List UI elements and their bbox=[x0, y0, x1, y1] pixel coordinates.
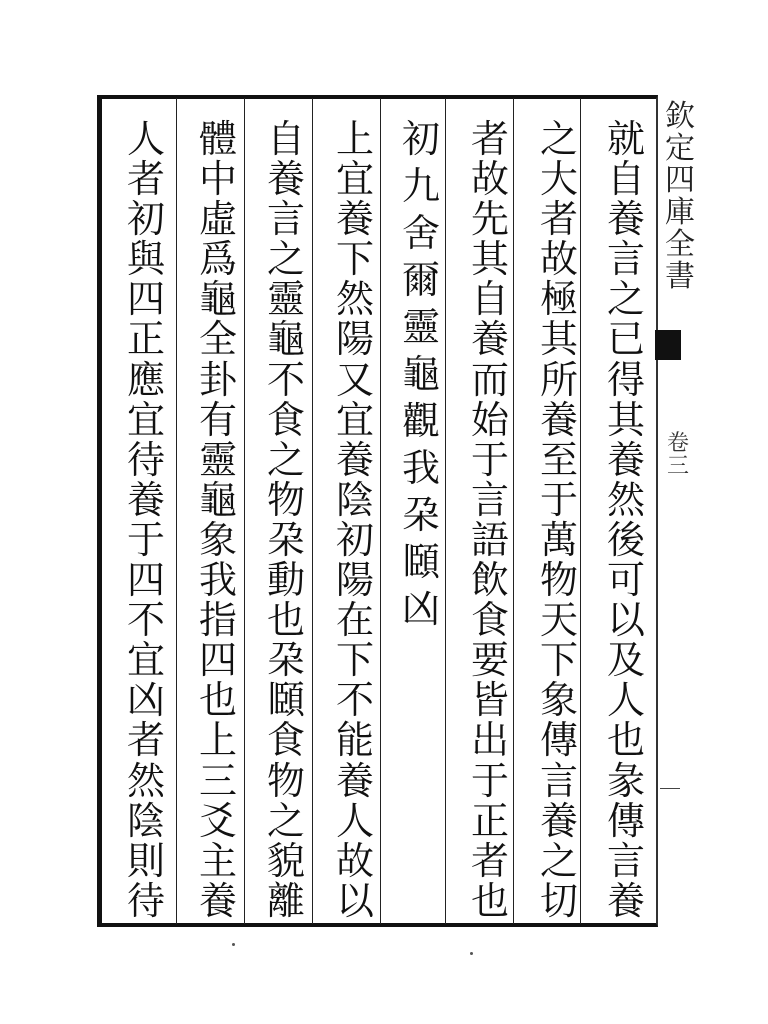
text-glyph: 待 bbox=[126, 437, 165, 482]
text-glyph: 宜 bbox=[335, 397, 374, 442]
text-glyph: 飲 bbox=[470, 558, 509, 603]
text-glyph: 初 bbox=[126, 197, 165, 242]
text-glyph: 自 bbox=[470, 277, 509, 322]
text-glyph: 語 bbox=[470, 517, 509, 562]
text-glyph: 言 bbox=[266, 197, 305, 242]
text-glyph: 下 bbox=[539, 638, 578, 683]
text-glyph: 下 bbox=[335, 638, 374, 683]
text-glyph: 于 bbox=[470, 758, 509, 803]
text-glyph: 爾 bbox=[401, 258, 440, 302]
text-glyph: 所 bbox=[539, 357, 578, 402]
text-glyph: 中 bbox=[198, 157, 237, 202]
paper-speck bbox=[232, 943, 235, 946]
text-glyph: 四 bbox=[126, 277, 165, 322]
text-glyph: 也 bbox=[198, 678, 237, 723]
text-glyph: 人 bbox=[335, 798, 374, 843]
text-glyph: 之 bbox=[266, 437, 305, 482]
text-glyph: 九 bbox=[401, 164, 440, 208]
text-glyph: 言 bbox=[606, 237, 645, 282]
text-glyph: 爻 bbox=[198, 798, 237, 843]
text-glyph: 養 bbox=[198, 878, 237, 923]
margin-volume-label bbox=[663, 432, 693, 478]
text-glyph: 離 bbox=[266, 878, 305, 923]
text-glyph: 陰 bbox=[335, 477, 374, 522]
text-glyph: 者 bbox=[126, 718, 165, 763]
text-glyph: 書 bbox=[665, 259, 695, 294]
text-glyph: 大 bbox=[539, 157, 578, 202]
text-glyph: 指 bbox=[198, 598, 237, 643]
margin-tick bbox=[660, 788, 680, 789]
text-glyph: 靈 bbox=[401, 305, 440, 349]
text-glyph: 言 bbox=[539, 758, 578, 803]
text-glyph: 我 bbox=[401, 446, 440, 490]
text-glyph: 于 bbox=[539, 477, 578, 522]
text-glyph: 養 bbox=[126, 477, 165, 522]
text-glyph: 初 bbox=[335, 517, 374, 562]
text-glyph: 龜 bbox=[198, 477, 237, 522]
text-glyph: 凶 bbox=[401, 587, 440, 631]
text-glyph: 虛 bbox=[198, 197, 237, 242]
text-glyph: 出 bbox=[470, 718, 509, 763]
text-glyph: 之 bbox=[266, 798, 305, 843]
text-glyph: 則 bbox=[126, 838, 165, 883]
text-glyph: 也 bbox=[266, 598, 305, 643]
text-glyph: 自 bbox=[606, 157, 645, 202]
text-glyph: 然 bbox=[606, 477, 645, 522]
text-glyph: 主 bbox=[198, 838, 237, 883]
text-glyph: 不 bbox=[126, 598, 165, 643]
column-divider bbox=[176, 98, 177, 924]
text-glyph: 欽 bbox=[665, 99, 695, 134]
text-glyph: 也 bbox=[606, 718, 645, 763]
margin-book-title bbox=[660, 99, 700, 294]
text-glyph: 爲 bbox=[198, 237, 237, 282]
text-glyph: 得 bbox=[606, 357, 645, 402]
text-glyph: 全 bbox=[198, 317, 237, 362]
text-glyph: 龜 bbox=[266, 317, 305, 362]
text-glyph: 靈 bbox=[198, 437, 237, 482]
text-glyph: 凶 bbox=[126, 678, 165, 723]
text-glyph: 養 bbox=[606, 878, 645, 923]
text-glyph: 養 bbox=[606, 437, 645, 482]
text-glyph: 上 bbox=[198, 718, 237, 763]
text-glyph: 四 bbox=[198, 638, 237, 683]
text-glyph: 三 bbox=[666, 454, 689, 480]
text-glyph: 故 bbox=[539, 237, 578, 282]
text-glyph: 養 bbox=[266, 157, 305, 202]
text-glyph: 之 bbox=[266, 237, 305, 282]
text-column bbox=[462, 117, 518, 923]
text-column bbox=[598, 117, 654, 923]
text-glyph: 宜 bbox=[335, 157, 374, 202]
text-glyph: 于 bbox=[126, 517, 165, 562]
text-glyph: 不 bbox=[335, 678, 374, 723]
text-glyph: 又 bbox=[335, 357, 374, 402]
text-glyph: 動 bbox=[266, 558, 305, 603]
text-glyph: 養 bbox=[539, 397, 578, 442]
text-glyph: 切 bbox=[539, 878, 578, 923]
text-glyph: 陽 bbox=[335, 558, 374, 603]
text-glyph: 與 bbox=[126, 237, 165, 282]
text-glyph: 養 bbox=[606, 197, 645, 242]
fishtail-mark bbox=[655, 330, 681, 360]
text-glyph: 正 bbox=[470, 798, 509, 843]
text-glyph: 故 bbox=[470, 157, 509, 202]
text-glyph: 言 bbox=[606, 838, 645, 883]
text-glyph: 者 bbox=[470, 838, 509, 883]
text-glyph: 然 bbox=[335, 277, 374, 322]
text-column bbox=[327, 117, 383, 923]
text-glyph: 養 bbox=[539, 798, 578, 843]
text-column bbox=[258, 117, 314, 923]
text-glyph: 觀 bbox=[401, 399, 440, 443]
text-glyph: 天 bbox=[539, 598, 578, 643]
text-glyph: 其 bbox=[539, 317, 578, 362]
text-glyph: 庫 bbox=[665, 195, 695, 230]
text-glyph: 物 bbox=[266, 477, 305, 522]
text-glyph: 在 bbox=[335, 598, 374, 643]
text-glyph: 象 bbox=[198, 517, 237, 562]
text-glyph: 龜 bbox=[198, 277, 237, 322]
text-glyph: 初 bbox=[401, 117, 440, 161]
text-glyph: 傳 bbox=[606, 798, 645, 843]
paper-speck bbox=[470, 952, 473, 955]
text-glyph: 待 bbox=[126, 878, 165, 923]
text-glyph: 後 bbox=[606, 517, 645, 562]
text-glyph: 彖 bbox=[606, 758, 645, 803]
text-glyph: 于 bbox=[470, 437, 509, 482]
text-glyph: 可 bbox=[606, 558, 645, 603]
text-glyph: 下 bbox=[335, 237, 374, 282]
text-glyph: 故 bbox=[335, 838, 374, 883]
text-glyph: 而 bbox=[470, 357, 509, 402]
text-glyph: 物 bbox=[539, 558, 578, 603]
text-glyph: 頥 bbox=[401, 540, 440, 584]
text-glyph: 萬 bbox=[539, 517, 578, 562]
text-glyph: 其 bbox=[606, 397, 645, 442]
text-glyph: 以 bbox=[606, 598, 645, 643]
text-glyph: 不 bbox=[266, 357, 305, 402]
text-glyph: 之 bbox=[539, 117, 578, 161]
text-glyph: 然 bbox=[126, 758, 165, 803]
text-glyph: 卷 bbox=[666, 431, 689, 456]
text-glyph: 皆 bbox=[470, 678, 509, 723]
text-glyph: 養 bbox=[335, 758, 374, 803]
text-glyph: 四 bbox=[665, 163, 695, 198]
text-glyph: 食 bbox=[470, 598, 509, 643]
text-glyph: 定 bbox=[665, 131, 695, 166]
text-glyph: 陰 bbox=[126, 798, 165, 843]
text-column bbox=[393, 117, 449, 920]
text-glyph: 養 bbox=[335, 437, 374, 482]
text-glyph: 食 bbox=[266, 397, 305, 442]
text-glyph: 也 bbox=[470, 878, 509, 923]
text-glyph: 貌 bbox=[266, 838, 305, 883]
text-glyph: 三 bbox=[198, 758, 237, 803]
text-glyph: 正 bbox=[126, 317, 165, 362]
text-glyph: 言 bbox=[470, 477, 509, 522]
text-glyph: 卦 bbox=[198, 357, 237, 402]
text-glyph: 朶 bbox=[266, 517, 305, 562]
text-glyph: 人 bbox=[606, 678, 645, 723]
text-glyph: 能 bbox=[335, 718, 374, 763]
text-glyph: 人 bbox=[126, 117, 165, 161]
text-glyph: 以 bbox=[335, 878, 374, 923]
text-glyph: 應 bbox=[126, 357, 165, 402]
text-glyph: 要 bbox=[470, 638, 509, 683]
text-glyph: 傳 bbox=[539, 718, 578, 763]
text-glyph: 宜 bbox=[126, 397, 165, 442]
text-glyph: 體 bbox=[198, 117, 237, 161]
text-glyph: 頥 bbox=[266, 678, 305, 723]
text-glyph: 朶 bbox=[401, 493, 440, 537]
text-glyph: 龜 bbox=[401, 352, 440, 396]
text-glyph: 始 bbox=[470, 397, 509, 442]
text-column bbox=[190, 117, 246, 923]
text-glyph: 全 bbox=[665, 227, 695, 262]
text-glyph: 陽 bbox=[335, 317, 374, 362]
text-glyph: 物 bbox=[266, 758, 305, 803]
text-glyph: 養 bbox=[470, 317, 509, 362]
text-glyph: 舍 bbox=[401, 211, 440, 255]
text-glyph: 象 bbox=[539, 678, 578, 723]
text-glyph: 至 bbox=[539, 437, 578, 482]
text-glyph: 之 bbox=[539, 838, 578, 883]
text-glyph: 自 bbox=[266, 117, 305, 161]
text-glyph: 者 bbox=[539, 197, 578, 242]
text-glyph: 已 bbox=[606, 317, 645, 362]
text-glyph: 極 bbox=[539, 277, 578, 322]
text-glyph: 養 bbox=[335, 197, 374, 242]
text-glyph: 其 bbox=[470, 237, 509, 282]
text-glyph: 食 bbox=[266, 718, 305, 763]
text-glyph: 上 bbox=[335, 117, 374, 161]
text-glyph: 朶 bbox=[266, 638, 305, 683]
text-glyph: 者 bbox=[470, 117, 509, 161]
text-glyph: 有 bbox=[198, 397, 237, 442]
text-glyph: 我 bbox=[198, 558, 237, 603]
text-glyph: 及 bbox=[606, 638, 645, 683]
text-glyph: 先 bbox=[470, 197, 509, 242]
text-glyph: 宜 bbox=[126, 638, 165, 683]
text-column bbox=[531, 117, 587, 923]
text-glyph: 四 bbox=[126, 558, 165, 603]
text-column bbox=[118, 117, 174, 923]
text-glyph: 靈 bbox=[266, 277, 305, 322]
text-glyph: 者 bbox=[126, 157, 165, 202]
text-glyph: 之 bbox=[606, 277, 645, 322]
text-glyph: 就 bbox=[606, 117, 645, 161]
